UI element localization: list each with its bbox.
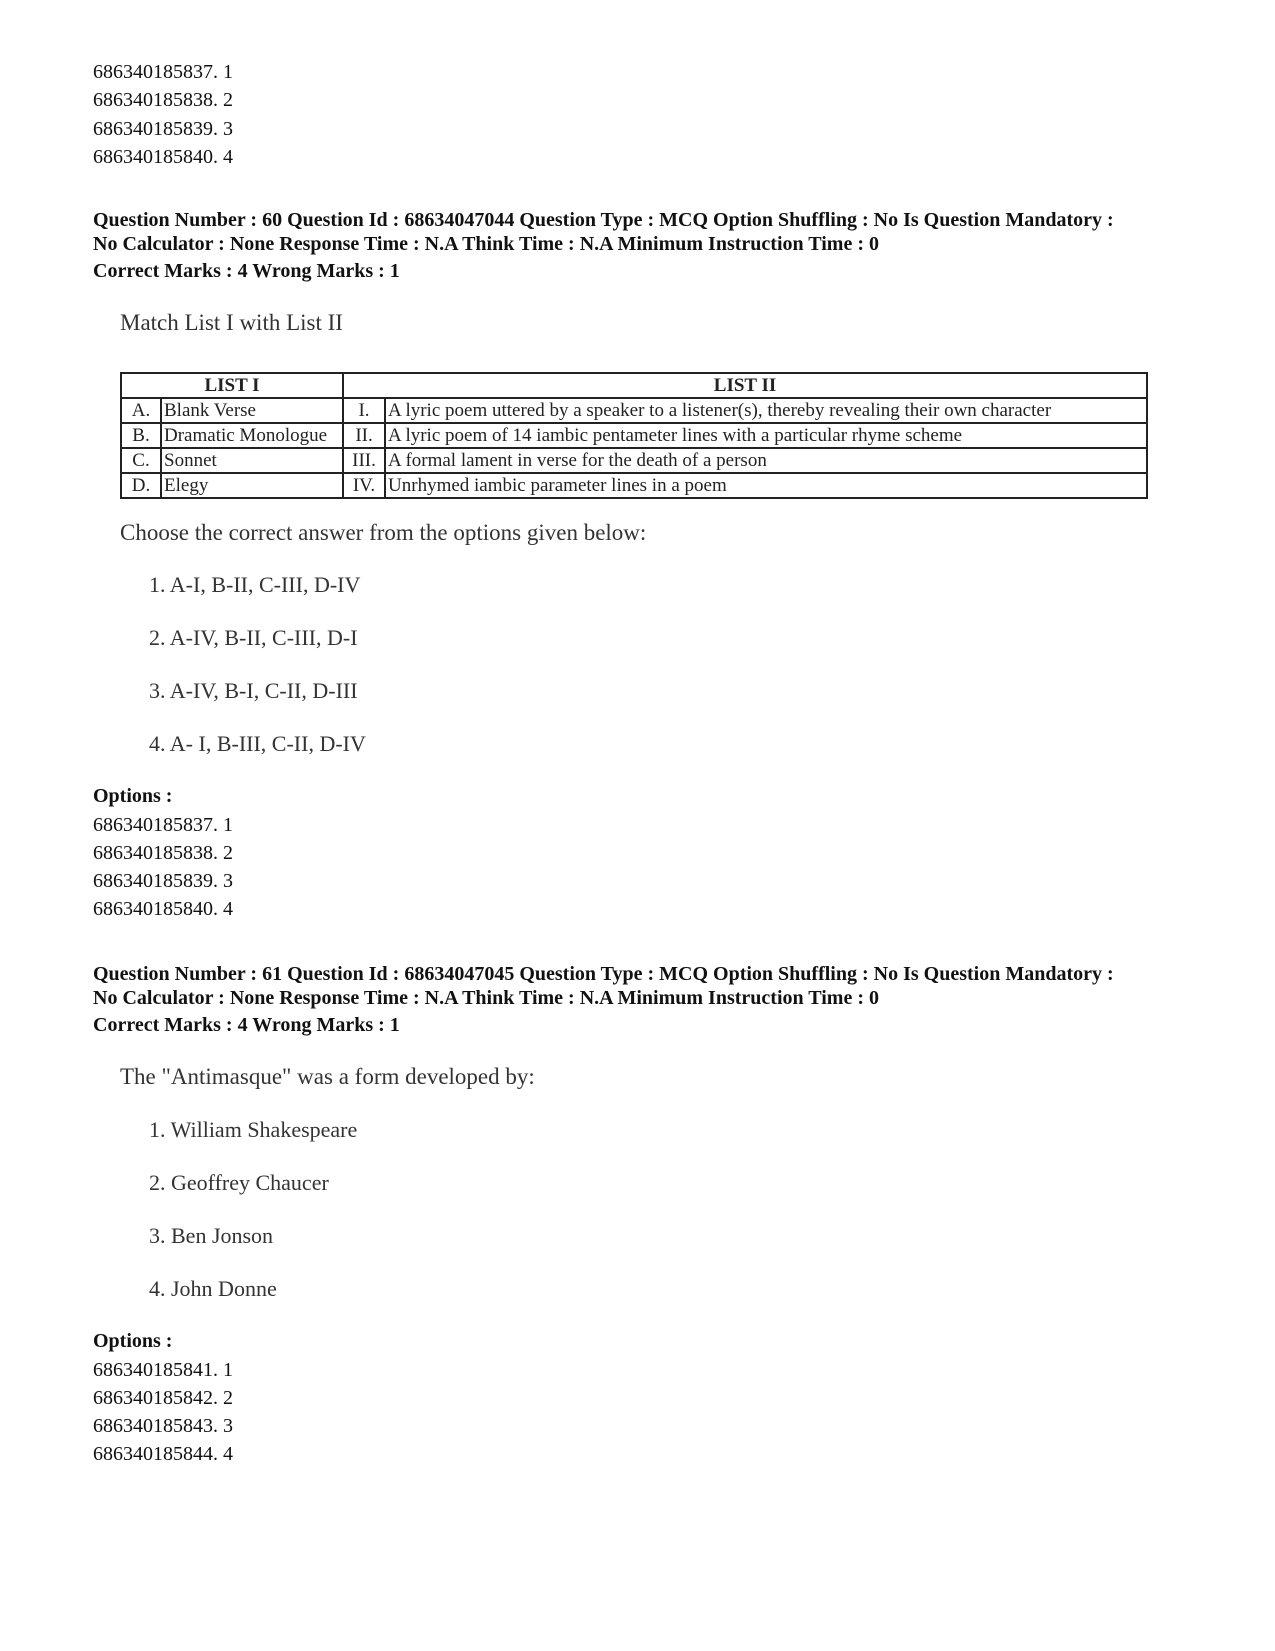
match-table: [120, 372, 1148, 499]
list-2-item: A formal lament in verse for the death of a person: [385, 448, 1147, 473]
header-line: Question Number : 60 Question Id : 68634047044 Question Type : MCQ Option Shuffling : No Is Question Mandatory :: [93, 209, 1114, 231]
answer-choice: 4. A- I, B-III, C-II, D-IV: [149, 731, 366, 756]
option-line: 686340185837. 1: [93, 814, 233, 836]
option-line: 686340185839. 3: [93, 118, 233, 140]
question-61-marks: Correct Marks : 4 Wrong Marks : 1: [93, 1014, 400, 1036]
option-line: 686340185838. 2: [93, 842, 233, 864]
question-60-header: [93, 208, 1223, 256]
list-1-item: Sonnet: [161, 448, 343, 473]
option-line: 686340185842. 2: [93, 1387, 233, 1409]
option-line: 686340185843. 3: [93, 1415, 233, 1437]
table-row: [121, 398, 1147, 423]
header-line: Question Number : 61 Question Id : 68634047045 Question Type : MCQ Option Shuffling : No Is Question Mandatory :: [93, 963, 1114, 985]
header-line: No Calculator : None Response Time : N.A Think Time : N.A Minimum Instruction Time : 0: [93, 233, 879, 255]
list-1-letter: B.: [121, 423, 161, 448]
match-table-header: [121, 373, 1147, 398]
answer-choice: 3. Ben Jonson: [149, 1223, 274, 1248]
question-61-prompt: The "Antimasque" was a form developed by:: [120, 1064, 535, 1089]
answer-choice: 2. Geoffrey Chaucer: [149, 1170, 329, 1195]
list-2-number: II.: [343, 423, 385, 448]
list-1-letter: C.: [121, 448, 161, 473]
option-line: 686340185844. 4: [93, 1443, 233, 1465]
options-title: Options :: [93, 785, 173, 807]
header-line: No Calculator : None Response Time : N.A Think Time : N.A Minimum Instruction Time : 0: [93, 987, 879, 1009]
table-row: [121, 448, 1147, 473]
list-1-letter: D.: [121, 473, 161, 498]
list-2-item: A lyric poem uttered by a speaker to a listener(s), thereby revealing their own character: [385, 398, 1147, 423]
list-1-heading: LIST I: [121, 373, 343, 398]
list-2-number: IV.: [343, 473, 385, 498]
list-1-item: Elegy: [161, 473, 343, 498]
question-61-header: [93, 962, 1223, 1010]
question-60-instruction: Choose the correct answer from the options given below:: [120, 520, 647, 545]
list-1-item: Blank Verse: [161, 398, 343, 423]
answer-choice: 1. William Shakespeare: [149, 1117, 358, 1142]
question-60-marks: Correct Marks : 4 Wrong Marks : 1: [93, 260, 400, 282]
answer-choice: 3. A-IV, B-I, C-II, D-III: [149, 678, 358, 703]
option-line: 686340185841. 1: [93, 1359, 233, 1381]
answer-choice: 1. A-I, B-II, C-III, D-IV: [149, 572, 361, 597]
list-2-item: Unrhymed iambic parameter lines in a poem: [385, 473, 1147, 498]
option-line: 686340185840. 4: [93, 898, 233, 920]
option-line: 686340185839. 3: [93, 870, 233, 892]
list-1-item: Dramatic Monologue: [161, 423, 343, 448]
list-2-item: A lyric poem of 14 iambic pentameter lines with a particular rhyme scheme: [385, 423, 1147, 448]
question-60-prompt: Match List I with List II: [120, 310, 343, 335]
list-1-letter: A.: [121, 398, 161, 423]
option-line: 686340185837. 1: [93, 61, 233, 83]
list-2-number: III.: [343, 448, 385, 473]
list-2-heading: LIST II: [343, 373, 1147, 398]
list-2-number: I.: [343, 398, 385, 423]
answer-choice: 4. John Donne: [149, 1276, 277, 1301]
table-row: [121, 423, 1147, 448]
option-line: 686340185840. 4: [93, 146, 233, 168]
options-title: Options :: [93, 1330, 173, 1352]
answer-choice: 2. A-IV, B-II, C-III, D-I: [149, 625, 358, 650]
option-line: 686340185838. 2: [93, 89, 233, 111]
table-row: [121, 473, 1147, 498]
